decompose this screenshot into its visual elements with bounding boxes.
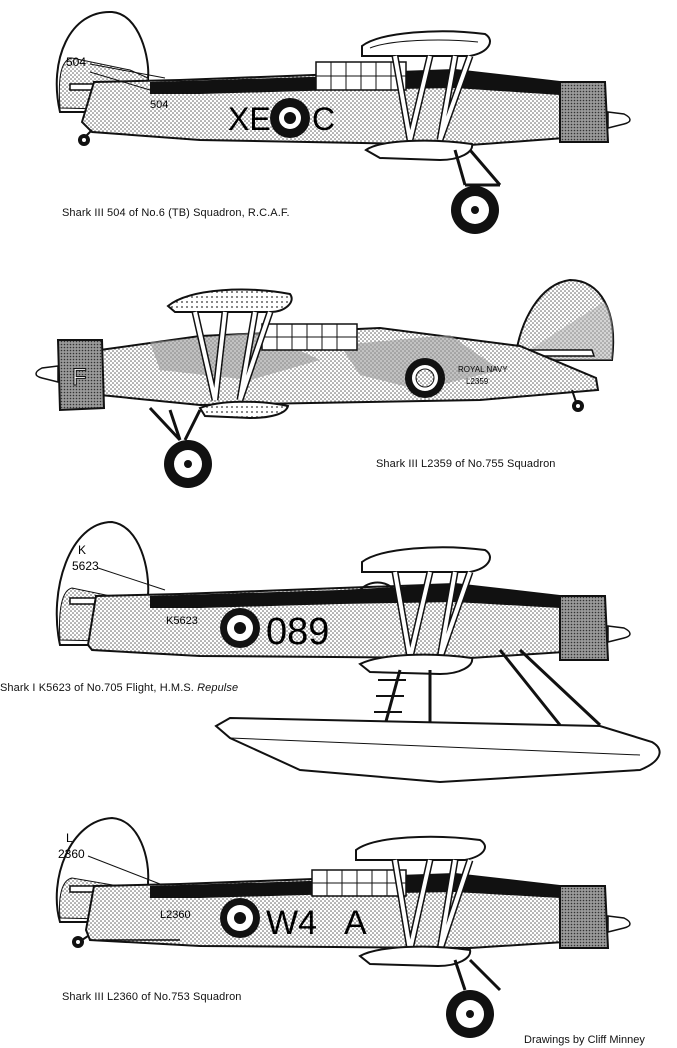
credit-line: Drawings by Cliff Minney	[524, 1034, 645, 1046]
code-left: W4	[266, 904, 317, 942]
tail-code: 504	[66, 55, 87, 69]
code-right: A	[344, 904, 367, 942]
caption-main: Shark I K5623 of No.705 Flight, H.M.S.	[0, 682, 198, 694]
aircraft-panel-3	[0, 500, 677, 800]
aircraft-panel-2	[0, 250, 677, 500]
fuselage-serial: L2360	[160, 909, 191, 921]
aircraft-panel-4	[0, 800, 677, 1048]
code-right: C	[312, 101, 336, 137]
shark-L2359-drawing	[0, 250, 677, 500]
fuselage-serial: 504	[150, 99, 169, 111]
code-left: XE	[228, 101, 271, 137]
marking-line-2: L2359	[466, 377, 489, 386]
shark-L2360-drawing	[0, 800, 677, 1048]
code: 089	[266, 611, 330, 653]
tail-code: 5623	[72, 559, 99, 573]
aircraft-panel-1	[0, 0, 677, 250]
nose-letter: F	[72, 364, 87, 391]
caption	[0, 682, 238, 694]
marking-line-1: ROYAL NAVY	[458, 365, 508, 374]
caption-ship: Repulse	[197, 682, 239, 694]
fuselage-serial: K5623	[166, 615, 198, 627]
tail-code: 2360	[58, 847, 85, 861]
tail-letter: K	[78, 543, 87, 557]
shark-K5623-drawing	[0, 500, 677, 800]
caption: Shark III 504 of No.6 (TB) Squadron, R.C.A.F.	[62, 207, 290, 219]
caption: Shark III L2359 of No.755 Squadron	[376, 458, 556, 470]
tail-letter: L	[66, 831, 73, 845]
caption: Shark III L2360 of No.753 Squadron	[62, 991, 242, 1003]
